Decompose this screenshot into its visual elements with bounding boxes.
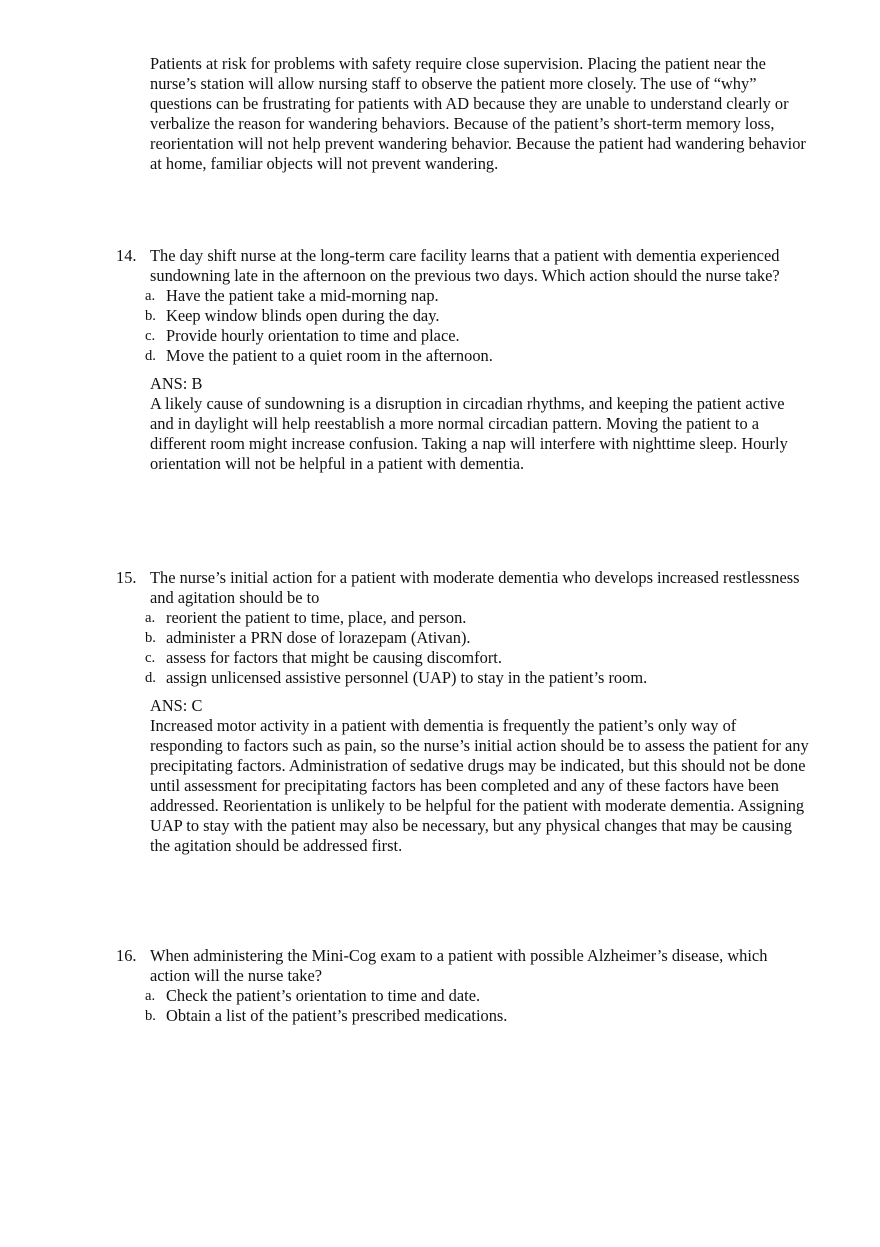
option-letter: a. xyxy=(145,988,156,1004)
option-a xyxy=(145,986,816,1006)
option-text: reorient the patient to time, place, and person. xyxy=(166,608,467,627)
option-list xyxy=(116,986,816,1026)
answer-section xyxy=(150,696,810,856)
option-letter: d. xyxy=(145,348,156,364)
option-c xyxy=(145,648,816,668)
option-d xyxy=(145,346,816,366)
question-number: 16. xyxy=(116,946,137,965)
intro-rationale: Patients at risk for problems with safety require close supervision. Placing the patient near the nurse’s station will allow nursing staff to observe the patient more closely. The use of “why” questions can be frustrating for patients with AD because they are unable to understand clearly or verbalize the reason for wandering behaviors. Because of the patient’s short-term memory loss, reorientation will not help prevent wandering behavior. Because the patient had wandering behavior at home, familiar objects will not prevent wandering. xyxy=(150,54,806,173)
question-stem: When administering the Mini-Cog exam to a patient with possible Alzheimer’s disease, which action will the nurse take? xyxy=(150,946,768,985)
option-letter: b. xyxy=(145,630,156,646)
option-a xyxy=(145,608,816,628)
option-b xyxy=(145,628,816,648)
option-letter: c. xyxy=(145,328,156,344)
option-letter: d. xyxy=(145,670,156,686)
option-letter: b. xyxy=(145,308,156,324)
question-stem: The day shift nurse at the long-term care facility learns that a patient with dementia experienced sundowning late in the afternoon on the previous two days. Which action should the nurse take? xyxy=(150,246,780,285)
option-text: assign unlicensed assistive personnel (UAP) to stay in the patient’s room. xyxy=(166,668,648,687)
option-letter: b. xyxy=(145,1008,156,1024)
question-16 xyxy=(116,946,816,1026)
question-15 xyxy=(116,568,816,856)
option-text: Obtain a list of the patient’s prescribed medications. xyxy=(166,1006,508,1025)
option-text: Check the patient’s orientation to time and date. xyxy=(166,986,481,1005)
option-list xyxy=(116,608,816,688)
option-letter: a. xyxy=(145,610,156,626)
option-letter: c. xyxy=(145,650,156,666)
option-text: Keep window blinds open during the day. xyxy=(166,306,440,325)
option-b xyxy=(145,1006,816,1026)
option-text: administer a PRN dose of lorazepam (Ativan). xyxy=(166,628,471,647)
option-list xyxy=(116,286,816,366)
option-text: Have the patient take a mid-morning nap. xyxy=(166,286,439,305)
option-c xyxy=(145,326,816,346)
option-d xyxy=(145,668,816,688)
option-text: Provide hourly orientation to time and place. xyxy=(166,326,460,345)
question-number: 14. xyxy=(116,246,137,265)
option-a xyxy=(145,286,816,306)
option-b xyxy=(145,306,816,326)
question-number: 15. xyxy=(116,568,137,587)
answer-key: ANS: B xyxy=(150,374,203,393)
question-stem: The nurse’s initial action for a patient with moderate dementia who develops increased restlessness and agitation should be to xyxy=(150,568,800,607)
option-text: assess for factors that might be causing discomfort. xyxy=(166,648,502,667)
answer-section xyxy=(150,374,810,474)
answer-rationale: Increased motor activity in a patient with dementia is frequently the patient’s only way of responding to factors such as pain, so the nurse’s initial action should be to assess the patient for any precipitating factors. Administration of sedative drugs may be indicated, but this should not be done until assessment for precipitating factors has been completed and any of these factors have been addressed. Reorientation is unlikely to be helpful for the patient with moderate dementia. Assigning UAP to stay with the patient may also be necessary, but any physical changes that may be causing the agitation should be addressed first. xyxy=(150,716,809,855)
question-14 xyxy=(116,246,816,474)
answer-rationale: A likely cause of sundowning is a disruption in circadian rhythms, and keeping the patient active and in daylight will help reestablish a more normal circadian pattern. Moving the patient to a different room might increase confusion. Taking a nap will interfere with nighttime sleep. Hourly orientation will not be helpful in a patient with dementia. xyxy=(150,394,788,473)
option-text: Move the patient to a quiet room in the afternoon. xyxy=(166,346,493,365)
answer-key: ANS: C xyxy=(150,696,203,715)
option-letter: a. xyxy=(145,288,156,304)
